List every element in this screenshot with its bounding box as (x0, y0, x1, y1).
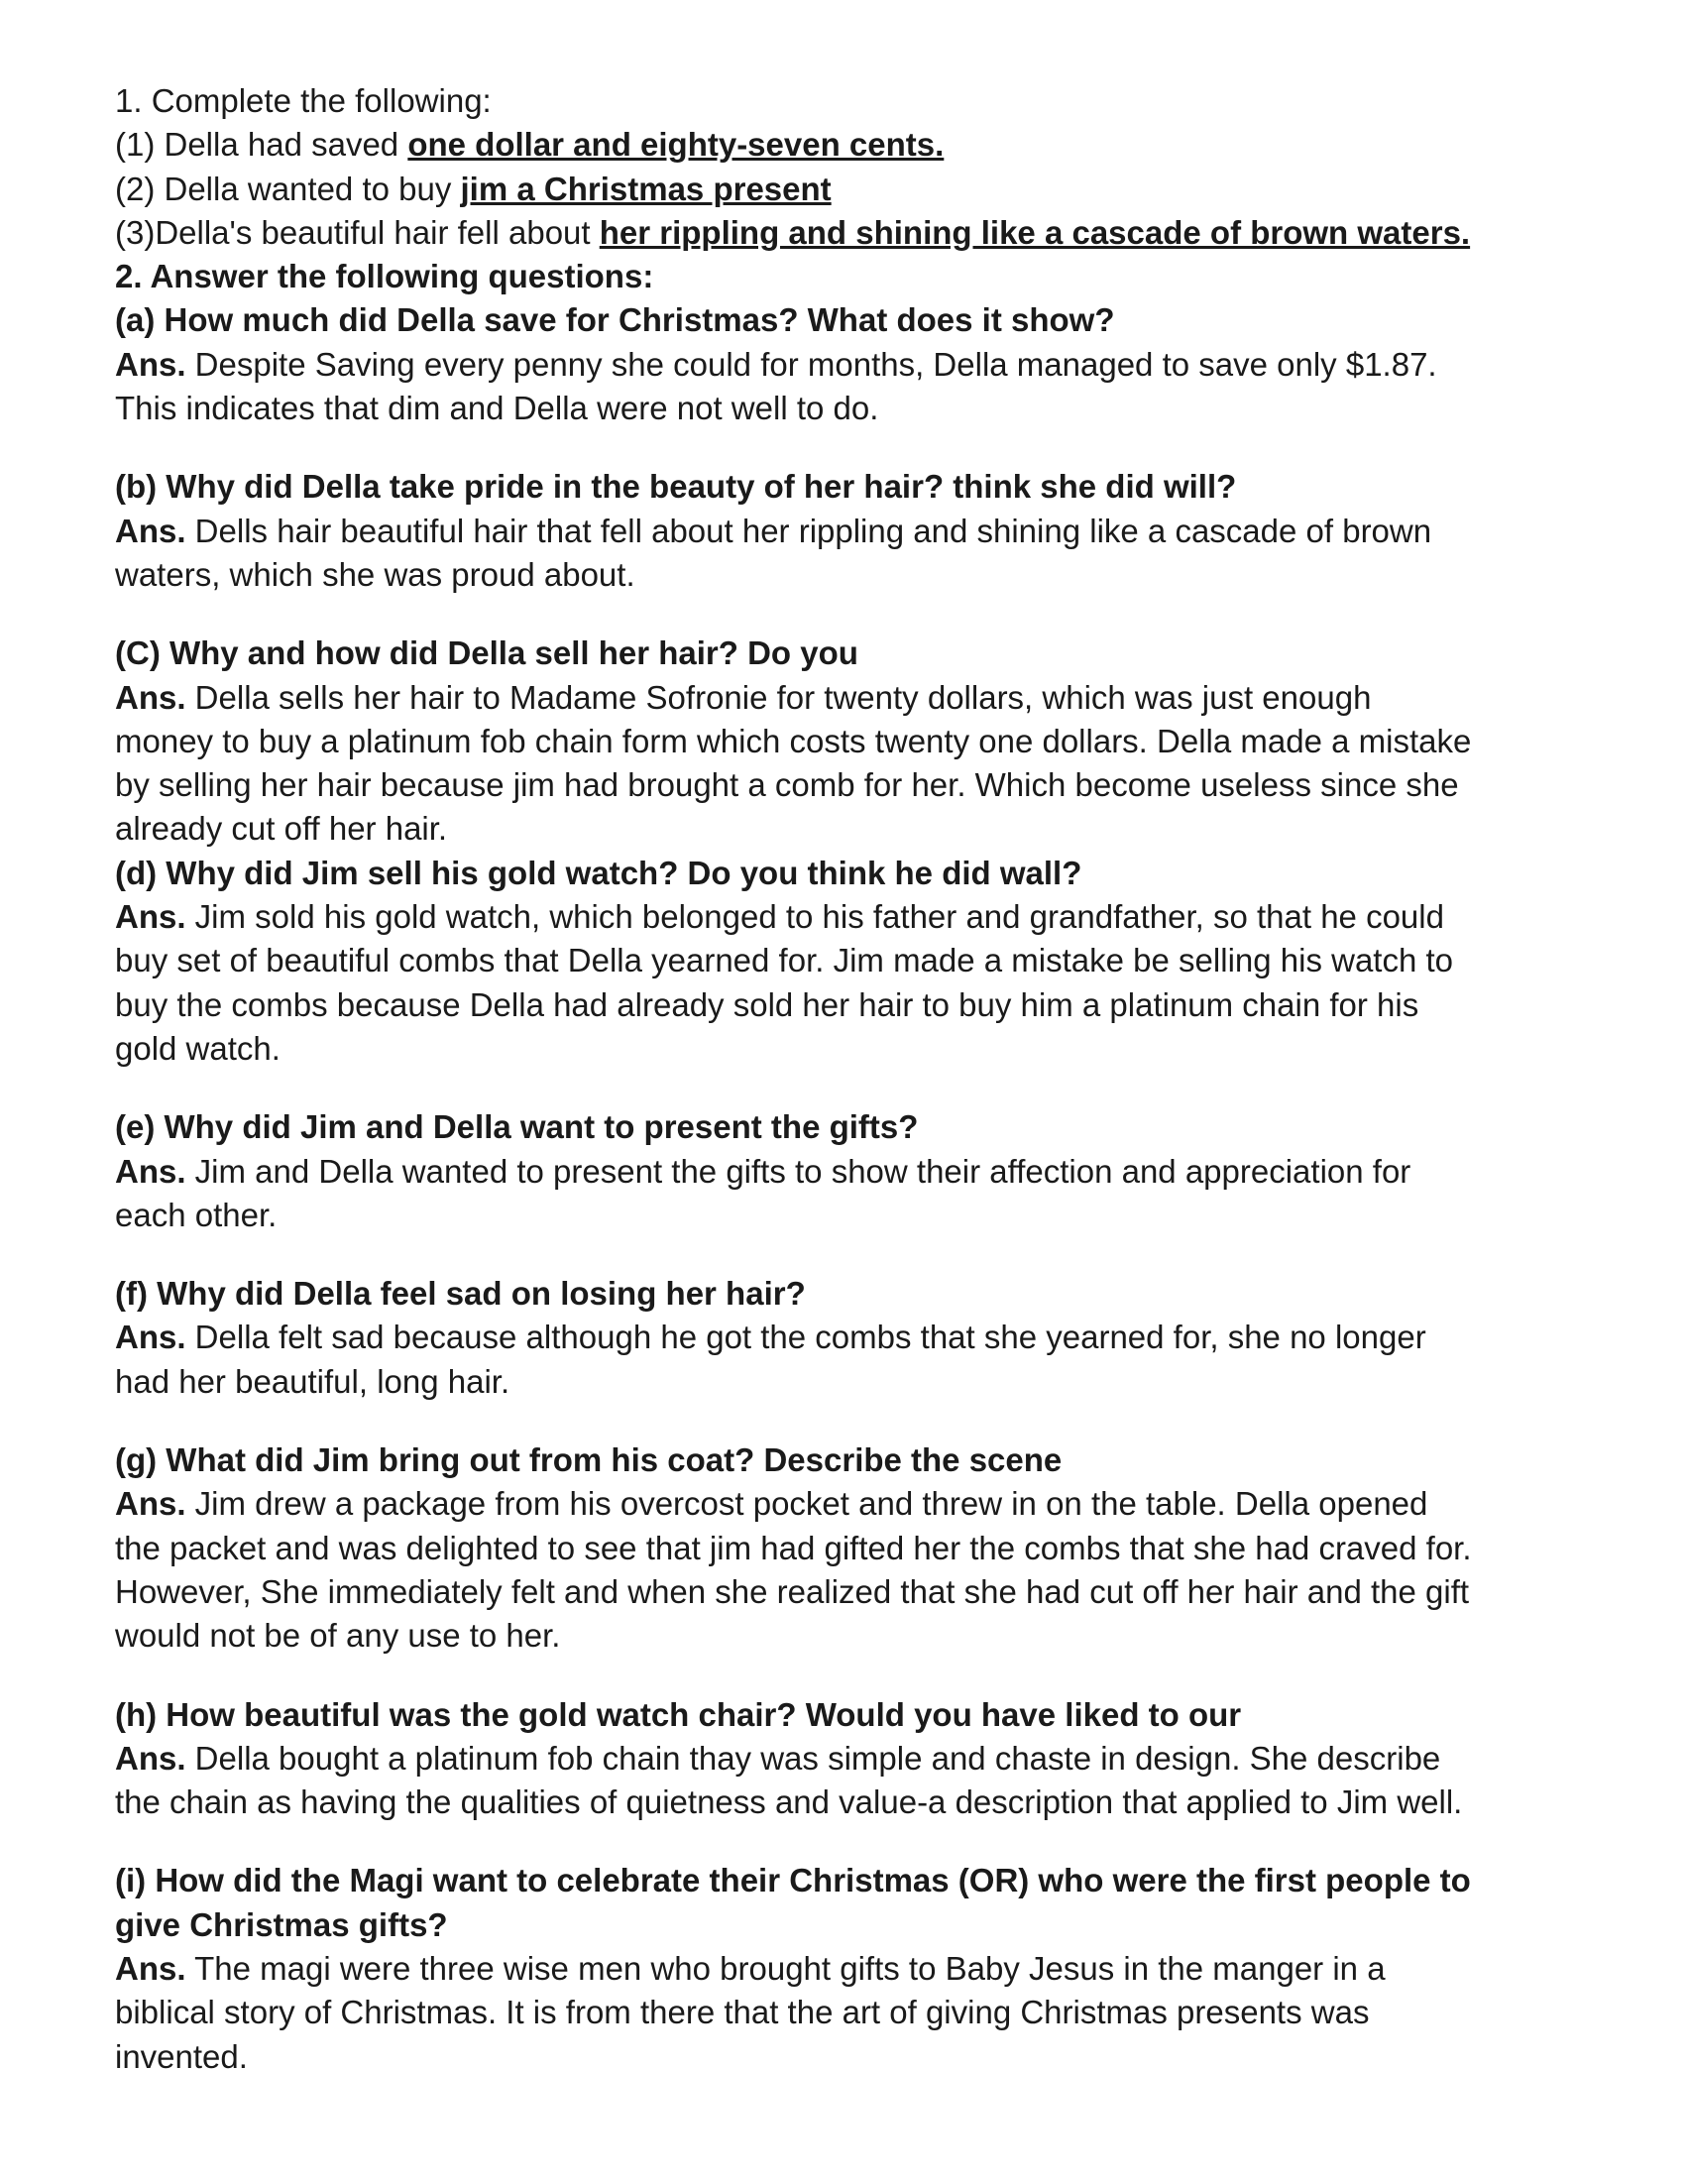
answer-line: However, She immediately felt and when she realized that she had cut off her hair and the gift (115, 1572, 1470, 1610)
question-f: (f) Why did Della feel sad on losing her hair? (115, 1275, 806, 1313)
spacer (115, 597, 1582, 632)
answer-text: Della bought a platinum fob chain thay was simple and chaste in design. She describe (185, 1739, 1441, 1777)
question-a: (a) How much did Della save for Christmas? What does it show? (115, 301, 1115, 339)
ans-label: Ans. (115, 898, 186, 936)
spacer (115, 1237, 1582, 1272)
answer-text: Jim drew a package from his overcost pocket and threw in on the table. Della opened (185, 1485, 1428, 1523)
ans-label: Ans. (115, 1949, 186, 1987)
answer-line: buy the combs because Della had already sold her hair to buy him a platinum chain for his (115, 985, 1419, 1023)
answer-line: This indicates that dim and Della were not well to do. (115, 390, 879, 427)
part2-heading: 2. Answer the following questions: (115, 258, 654, 295)
answer-line: gold watch. (115, 1029, 281, 1067)
fill-item-1 (115, 123, 1582, 167)
fill-item-prefix: (3)Della's beautiful hair fell about (115, 213, 600, 251)
question-i: (i) How did the Magi want to celebrate their Christmas (OR) who were the first people to (115, 1862, 1471, 1899)
question-c: (C) Why and how did Della sell her hair? Do you (115, 634, 858, 672)
spacer (115, 1071, 1582, 1105)
ans-label: Ans. (115, 1152, 186, 1190)
fill-item-prefix: (1) Della had saved (115, 126, 408, 164)
answer-line (115, 343, 1582, 387)
answer-line: buy set of beautiful combs that Della yearned for. Jim made a mistake be selling his watch to (115, 942, 1454, 979)
answer-text: Della felt sad because although he got the combs that she yearned for, she no longer (185, 1319, 1426, 1356)
document-page (115, 79, 1582, 2079)
fill-item-prefix: (2) Della wanted to buy (115, 170, 461, 207)
spacer (115, 1404, 1582, 1438)
spacer (115, 1824, 1582, 1859)
fill-item-answer: one dollar and eighty-seven cents. (407, 126, 945, 164)
ans-label: Ans. (115, 1739, 186, 1777)
answer-line: would not be of any use to her. (115, 1617, 561, 1655)
spacer (115, 1659, 1582, 1693)
answer-text: Dells hair beautiful hair that fell about her rippling and shining like a cascade of brown (185, 512, 1432, 549)
answer-line: already cut off her hair. (115, 810, 448, 848)
answer-line: waters, which she was proud about. (115, 555, 635, 593)
fill-item-answer: her rippling and shining like a cascade of brown waters. (599, 213, 1471, 251)
question-h: (h) How beautiful was the gold watch chair? Would you have liked to our (115, 1695, 1242, 1733)
answer-line (115, 1316, 1582, 1359)
answer-line (115, 510, 1582, 553)
part1-heading: 1. Complete the following: (115, 82, 492, 119)
answer-line (115, 1482, 1582, 1526)
spacer (115, 430, 1582, 465)
answer-line: by selling her hair because jim had brought a comb for her. Which become useless since she (115, 766, 1459, 804)
question-e: (e) Why did Jim and Della want to present the gifts? (115, 1108, 919, 1146)
answer-line (115, 1737, 1582, 1781)
fill-item-3 (115, 211, 1582, 255)
answer-line: invented. (115, 2037, 248, 2075)
ans-label: Ans. (115, 678, 186, 716)
answer-text: Jim sold his gold watch, which belonged to his father and grandfather, so that he could (185, 898, 1444, 936)
ans-label: Ans. (115, 1485, 186, 1523)
ans-label: Ans. (115, 345, 186, 383)
question-d: (d) Why did Jim sell his gold watch? Do you think he did wall? (115, 854, 1082, 891)
ans-label: Ans. (115, 512, 186, 549)
fill-item-2 (115, 168, 1582, 211)
answer-line: money to buy a platinum fob chain form which costs twenty one dollars. Della made a mistake (115, 722, 1472, 759)
answer-line: had her beautiful, long hair. (115, 1362, 510, 1400)
answer-text: Despite Saving every penny she could for months, Della managed to save only $1.87. (185, 345, 1437, 383)
answer-text: The magi were three wise men who brought gifts to Baby Jesus in the manger in a (185, 1949, 1386, 1987)
answer-line: each other. (115, 1196, 278, 1233)
fill-item-answer: jim a Christmas present (460, 170, 832, 207)
ans-label: Ans. (115, 1319, 186, 1356)
answer-line (115, 1947, 1582, 1991)
answer-line: the packet and was delighted to see that jim had gifted her the combs that she had craved for. (115, 1529, 1472, 1566)
answer-line (115, 1150, 1582, 1194)
question-i-continued: give Christmas gifts? (115, 1905, 448, 1943)
answer-text: Della sells her hair to Madame Sofronie for twenty dollars, which was just enough (185, 678, 1372, 716)
answer-line: biblical story of Christmas. It is from there that the art of giving Christmas presents was (115, 1994, 1370, 2031)
answer-text: Jim and Della wanted to present the gifts to show their affection and appreciation for (185, 1152, 1411, 1190)
answer-line (115, 676, 1582, 720)
answer-line: the chain as having the qualities of quietness and value-a description that applied to Jim well. (115, 1783, 1463, 1821)
answer-line (115, 895, 1582, 939)
question-b: (b) Why did Della take pride in the beauty of her hair? think she did will? (115, 468, 1237, 506)
question-g: (g) What did Jim bring out from his coat? Describe the scene (115, 1441, 1063, 1479)
